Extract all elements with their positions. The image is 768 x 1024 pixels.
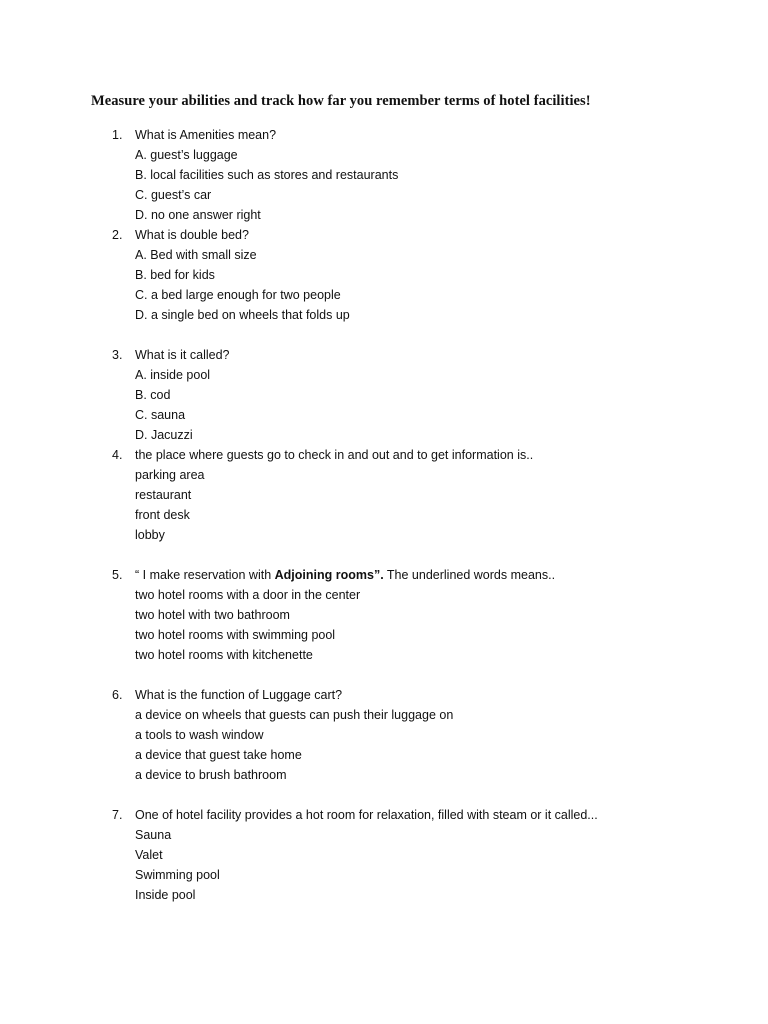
option: restaurant — [135, 488, 192, 502]
option: two hotel rooms with swimming pool — [135, 628, 336, 642]
question-number: 6. — [112, 688, 123, 702]
option: B. cod — [135, 388, 171, 402]
option: lobby — [135, 528, 165, 542]
option: D. Jacuzzi — [135, 428, 193, 442]
option: C. guest’s car — [135, 188, 212, 202]
option: a device to brush bathroom — [135, 768, 287, 782]
question-text: What is Amenities mean? — [135, 128, 277, 142]
option: B. local facilities such as stores and restaurants — [135, 168, 399, 182]
option: two hotel rooms with a door in the center — [135, 588, 361, 602]
option: front desk — [135, 508, 190, 522]
option: Valet — [135, 848, 163, 862]
question-text: What is double bed? — [135, 228, 249, 242]
option: two hotel with two bathroom — [135, 608, 290, 622]
question-text: One of hotel facility provides a hot room for relaxation, filled with steam or it called... — [135, 808, 598, 822]
question-text: What is the function of Luggage cart? — [135, 688, 343, 702]
question-text: What is it called? — [135, 348, 230, 362]
question-text-suffix: The underlined words means.. — [383, 568, 556, 582]
question-number: 2. — [112, 228, 123, 242]
question-text-prefix: “ I make reservation with — [135, 568, 275, 582]
question-number: 4. — [112, 448, 123, 462]
question-text — [135, 565, 555, 585]
option: a device that guest take home — [135, 748, 302, 762]
option: parking area — [135, 468, 205, 482]
option: two hotel rooms with kitchenette — [135, 648, 313, 662]
option: Sauna — [135, 828, 172, 842]
option: D. a single bed on wheels that folds up — [135, 308, 350, 322]
worksheet-title: Measure your abilities and track how far you remember terms of hotel facilities! — [91, 93, 591, 109]
question-text-emphasis: Adjoining rooms”. — [274, 568, 384, 582]
option: A. guest’s luggage — [135, 148, 238, 162]
option: Swimming pool — [135, 868, 220, 882]
option: A. Bed with small size — [135, 248, 257, 262]
option: B. bed for kids — [135, 268, 215, 282]
option: Inside pool — [135, 888, 196, 902]
option: C. a bed large enough for two people — [135, 288, 341, 302]
question-number: 3. — [112, 348, 123, 362]
question-number: 1. — [112, 128, 123, 142]
question-text: the place where guests go to check in and out and to get information is.. — [135, 448, 534, 462]
option: a device on wheels that guests can push their luggage on — [135, 708, 454, 722]
question-number: 5. — [112, 568, 123, 582]
option: D. no one answer right — [135, 208, 261, 222]
option: C. sauna — [135, 408, 186, 422]
option: a tools to wash window — [135, 728, 264, 742]
option: A. inside pool — [135, 368, 211, 382]
question-number: 7. — [112, 808, 123, 822]
